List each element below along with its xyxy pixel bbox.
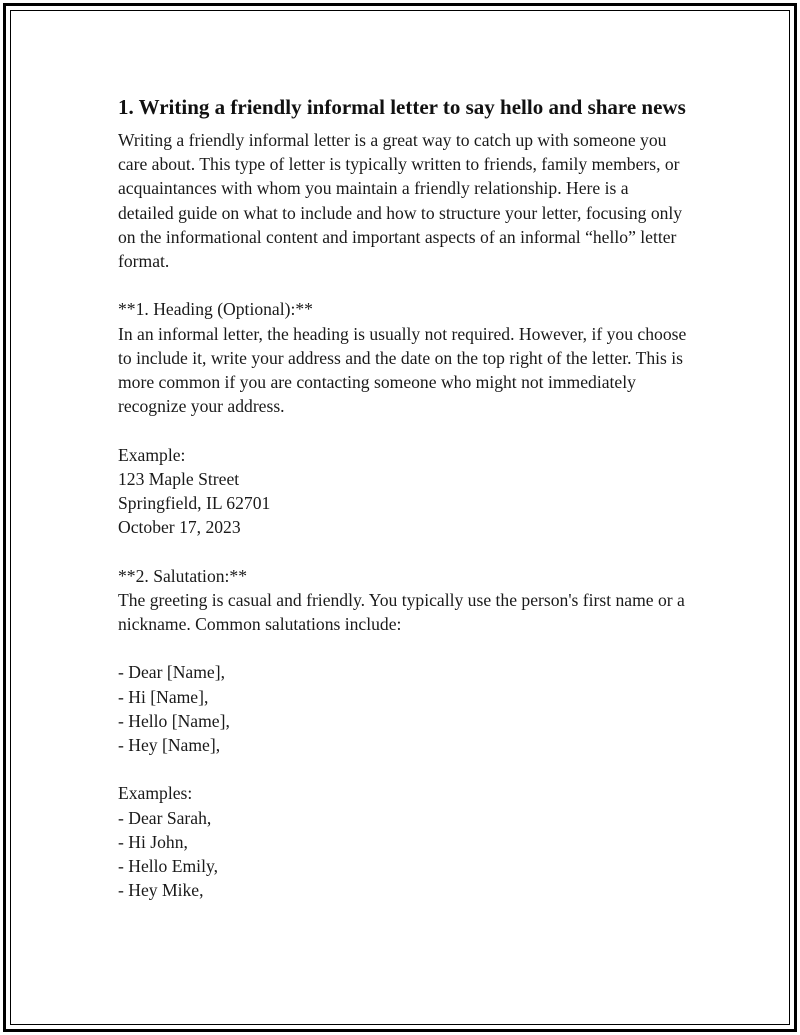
document-heading: 1. Writing a friendly informal letter to say hello and share news	[118, 95, 686, 119]
document-body: Writing a friendly informal letter is a great way to catch up with someone you care about. This type of letter is typically written to friends, family members, or acquaintances with whom you maintain a friendly relationship. Here is a detailed guide on what to include and how to structure your letter, focusing only on the informational content and important aspects of an informal “hello” letter format. **1. Heading (Optional):** In an informal letter, the heading is usually not required. However, if you choose to include it, write your address and the date on the top right of the letter. This is more common if you are contacting someone who might not immediately recognize your address. Example: 123 Maple Street Springfield, IL 62701 October 17, 2023 **2. Salutation:** The greeting is casual and friendly. You typically use the person's first name or a nickname. Common salutations include: - Dear [Name], - Hi [Name], - Hello [Name], - Hey [Name], Examples: - Dear Sarah, - Hi John, - Hello Emily, - Hey Mike,	[118, 130, 687, 901]
document-content	[118, 93, 688, 903]
